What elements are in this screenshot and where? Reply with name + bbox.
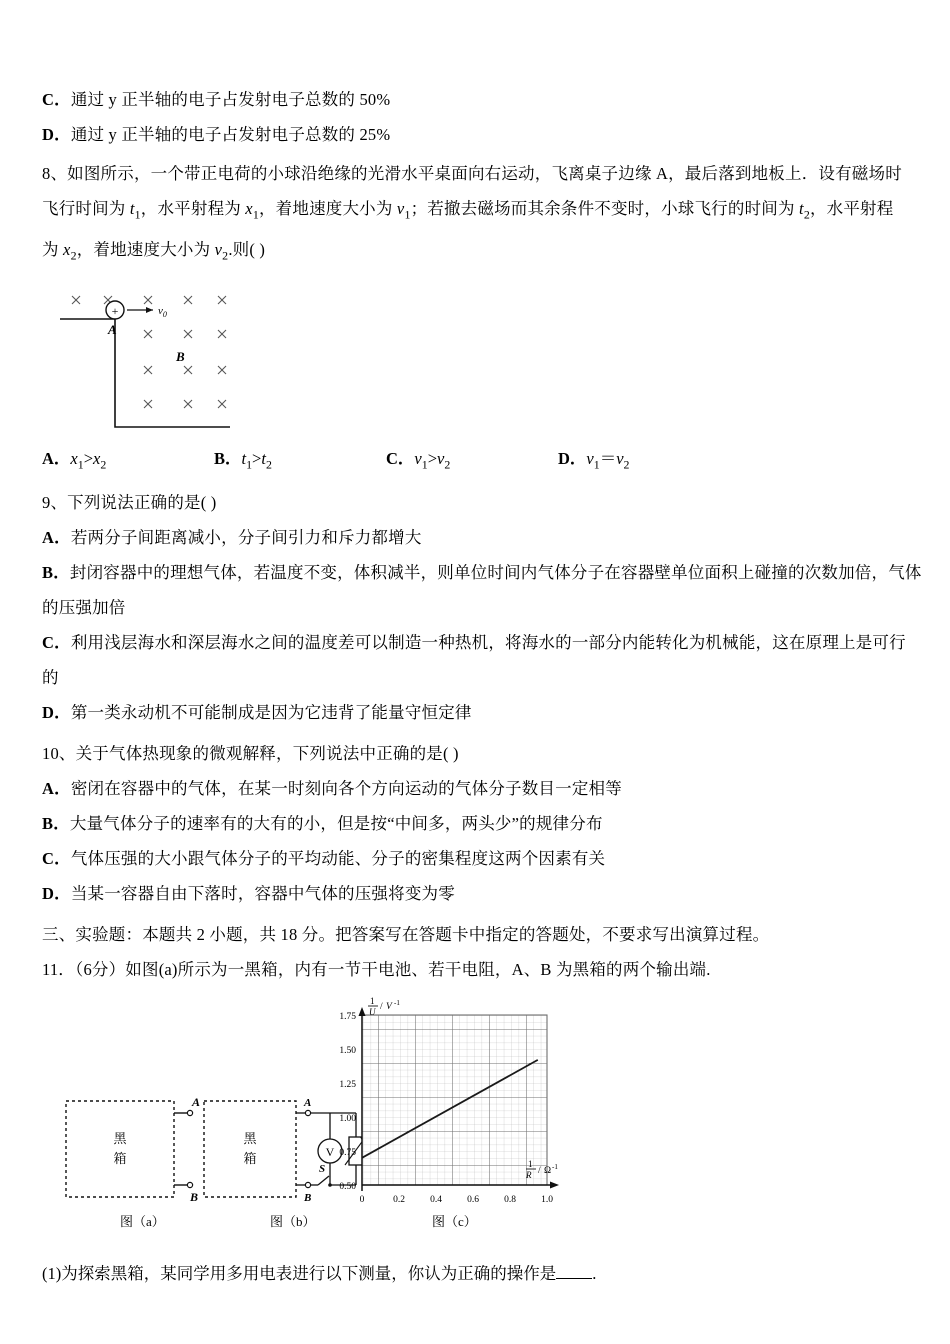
q8-x2: x — [63, 240, 71, 260]
terminal-b-node — [187, 1182, 192, 1187]
chart-xtick-0: 0 — [359, 1194, 365, 1205]
field-label-B: B — [176, 348, 185, 364]
q8-option-c-var2: v — [437, 448, 445, 468]
q8-s2d: ；若撤去磁场而其余条件不变时，小球飞行的时间为 — [410, 199, 800, 218]
q10-option-a — [42, 771, 922, 806]
chart-ytick-0.50: 0.50 — [339, 1181, 356, 1192]
q8-s2a: 飞行时间为 — [42, 199, 130, 218]
figure-a-svg — [60, 1093, 200, 1223]
q7-option-c-label: C． — [42, 90, 71, 109]
q8-option-a-sub1: 1 — [77, 456, 84, 471]
chart-xtick-0.8: 0.8 — [504, 1194, 516, 1205]
q10-option-c-text: 气体压强的大小跟气体分子的平均动能、分子的密集程度这两个因素有关 — [70, 848, 606, 868]
svg-text:Ω: Ω — [544, 1165, 552, 1176]
q8-option-b-label: B． — [214, 448, 242, 468]
q8-t1: t — [129, 199, 135, 218]
q11-stem — [42, 952, 922, 987]
chart-ytick-1.00: 1.00 — [339, 1113, 356, 1124]
q9-option-c-text: 利用浅层海水和深层海水之间的温度差可以制造一种热机，将海水的一部分内能转化为机械能，这在原理上是可行的 — [42, 632, 906, 687]
figure-b-box-label-2: 箱 — [243, 1151, 257, 1167]
chart-ytick-1.25: 1.25 — [339, 1079, 356, 1090]
q9-option-b-label: B． — [42, 562, 70, 582]
magnetic-field-projectile-svg — [58, 286, 308, 438]
q8-v2: v — [214, 240, 223, 260]
table-leg-and-floor — [115, 319, 230, 427]
q8-option-b-rel: > — [252, 448, 262, 468]
q9-option-d — [42, 695, 922, 730]
q8-option-c-sub2: 2 — [444, 456, 451, 471]
page-content — [42, 82, 922, 1291]
chart-major-grid — [362, 1015, 547, 1185]
q10-option-d-label: D． — [42, 883, 71, 903]
svg-text:-1: -1 — [552, 1162, 558, 1171]
chart-ytick-1.50: 1.50 — [339, 1045, 356, 1056]
black-box-b-outline — [204, 1101, 296, 1197]
figure-a-terminal-b-label: B — [190, 1189, 199, 1204]
svg-text:/: / — [380, 1001, 383, 1012]
switch-label: S — [319, 1162, 326, 1175]
q8-x1-sub: 1 — [252, 207, 259, 222]
q8-option-d-rel: ＝ — [599, 448, 617, 468]
q8-v1-sub: 1 — [404, 207, 411, 222]
svg-text:1: 1 — [370, 995, 375, 1006]
chart-xtick-0.4: 0.4 — [430, 1194, 442, 1205]
q7-option-c — [42, 82, 922, 117]
q8-option-a-sub2: 2 — [100, 456, 107, 471]
velocity-label: $v_0$ — [158, 304, 167, 319]
q10-stem-text: 关于气体热现象的微观解释，下列说法中正确的是( ) — [75, 743, 459, 763]
q8-t2-sub: 2 — [803, 207, 810, 222]
svg-text:R: R — [526, 1169, 532, 1180]
q8-t1-sub: 1 — [134, 207, 141, 222]
svg-text:/: / — [538, 1165, 541, 1176]
q10-option-d-text: 当某一容器自由下落时，容器中气体的压强将变为零 — [70, 883, 455, 903]
q8-figure — [58, 286, 308, 438]
q8-v2-sub: 2 — [222, 248, 229, 263]
q9-option-c — [42, 625, 922, 695]
figure-a-box-label-2: 箱 — [113, 1151, 127, 1167]
q8-options-row — [42, 444, 922, 479]
q9-option-a-text: 若两分子间距离减小，分子间引力和斥力都增大 — [70, 527, 422, 547]
q8-stem-text-1: 如图所示，一个带正电荷的小球沿绝缘的光滑水平桌面向右运动，飞离桌子边缘 A，最后落到地板上．设有磁场时 — [67, 164, 902, 183]
q8-s3c: .则( ) — [228, 240, 266, 260]
q9-option-b-text: 封闭容器中的理想气体，若温度不变，体积减半，则单位时间内气体分子在容器壁单位面积上碰撞的次数加倍，气体的压强加倍 — [42, 562, 922, 617]
q8-v1: v — [396, 199, 405, 218]
q8-s3b: ，着地速度大小为 — [76, 240, 215, 260]
q8-x1: x — [245, 199, 253, 218]
q8-option-d-sub2: 2 — [623, 456, 630, 471]
figure-c-caption: 图（c） — [432, 1213, 477, 1229]
q8-option-b-var2: t — [261, 448, 266, 468]
chart-xtick-0.2: 0.2 — [393, 1194, 405, 1205]
q8-option-c-sub1: 1 — [421, 456, 428, 471]
q8-option-a-var2: x — [93, 448, 101, 468]
section3-heading: 三、实验题：本题共 2 小题，共 18 分。把答案写在答题卡中指定的答题处，不要求写出演算过程。 — [42, 924, 770, 944]
q8-s2e: ，水平射程 — [809, 199, 894, 218]
q8-s3a: 为 — [42, 240, 64, 260]
edge-label-A: A — [108, 321, 117, 337]
chart-x-axis-arrow — [550, 1181, 559, 1188]
q10-option-d — [42, 876, 922, 911]
q8-option-c-var1: v — [414, 448, 422, 468]
q8-option-d — [558, 444, 730, 479]
q11-sub1-answer-blank[interactable] — [556, 1264, 592, 1279]
q11-stem-text: （6分）如图(a)所示为一黑箱，内有一节干电池、若干电阻，A、B 为黑箱的两个输出端. — [75, 959, 711, 979]
q8-option-b-sub1: 1 — [246, 456, 253, 471]
q11-number: 11． — [42, 959, 75, 979]
q8-option-c-rel: > — [427, 448, 437, 468]
q10-number: 10、 — [42, 743, 76, 763]
figure-b-terminal-b-label: B — [304, 1191, 312, 1204]
q11-figure-group — [42, 993, 922, 1248]
q7-option-d — [42, 117, 922, 152]
svg-text:V: V — [386, 1001, 392, 1012]
chart-ytick-0.75: 0.75 — [339, 1147, 356, 1158]
q8-s2c: ，着地速度大小为 — [258, 199, 397, 218]
q8-s2b: ，水平射程为 — [140, 199, 246, 218]
q9-number: 9、 — [42, 492, 68, 512]
svg-text:U: U — [369, 1006, 376, 1017]
q10-option-c — [42, 841, 922, 876]
q8-stem-line2 — [42, 191, 922, 232]
field-cross-group — [72, 296, 226, 408]
q8-option-d-sub1: 1 — [593, 456, 600, 471]
figure-a-box-label-1: 黑 — [113, 1131, 127, 1147]
q8-number: 8、 — [42, 164, 68, 183]
q8-option-a-label: A． — [42, 448, 71, 468]
q9-option-d-label: D． — [42, 702, 71, 722]
q8-option-a-rel: > — [83, 448, 93, 468]
q11-sub1-prefix: (1)为探索黑箱，某同学用多用电表进行以下测量，你认为正确的操作是 — [42, 1263, 557, 1283]
figure-b-caption: 图（b） — [270, 1213, 316, 1229]
q8-stem-line3 — [42, 232, 922, 273]
velocity-arrow-head — [146, 307, 153, 313]
q9-option-b — [42, 555, 922, 625]
charge-plus-sign: + — [111, 303, 119, 318]
q10-stem — [42, 736, 922, 771]
q10-option-a-label: A． — [42, 778, 71, 798]
q8-x2-sub: 2 — [70, 248, 77, 263]
chart-y-axis-label — [368, 996, 400, 1017]
figure-a-terminal-a-label: A — [192, 1094, 201, 1109]
q7-option-d-text: 通过 y 正半轴的电子占发射电子总数的 25% — [70, 125, 391, 144]
figure-a-caption: 图（a） — [120, 1213, 165, 1229]
svg-text:-1: -1 — [394, 998, 400, 1007]
q8-option-b — [214, 444, 386, 479]
q9-option-d-text: 第一类永动机不可能制成是因为它违背了能量守恒定律 — [70, 702, 472, 722]
q9-option-c-label: C． — [42, 632, 71, 652]
q9-option-a — [42, 520, 922, 555]
q8-option-c-label: C． — [386, 448, 415, 468]
q8-option-a — [42, 444, 214, 479]
q11-sub1 — [42, 1256, 922, 1291]
q8-t2: t — [799, 199, 804, 218]
figure-b-box-label-1: 黑 — [243, 1131, 257, 1147]
q9-option-a-label: A． — [42, 527, 71, 547]
q10-option-c-label: C． — [42, 848, 71, 868]
black-box-a-outline — [66, 1101, 174, 1197]
terminal-a-node — [187, 1110, 192, 1115]
q7-option-c-text: 通过 y 正半轴的电子占发射电子总数的 50% — [70, 90, 391, 109]
svg-text:1: 1 — [528, 1158, 533, 1169]
q8-option-b-sub2: 2 — [265, 456, 272, 471]
q8-option-d-label: D． — [558, 448, 587, 468]
q9-stem-text: 下列说法正确的是( ) — [67, 492, 217, 512]
chart-xtick-0.6: 0.6 — [467, 1194, 479, 1205]
q7-option-d-label: D． — [42, 125, 71, 144]
chart-ytick-1.75: 1.75 — [339, 1011, 356, 1022]
q10-option-b — [42, 806, 922, 841]
q10-option-b-text: 大量气体分子的速率有的大有的小，但是按“中间多，两头少”的规律分布 — [69, 813, 603, 833]
q9-stem — [42, 485, 922, 520]
chart-xtick-1.0: 1.0 — [541, 1194, 553, 1205]
q8-option-d-var1: v — [586, 448, 594, 468]
q11-sub1-suffix: . — [592, 1263, 597, 1283]
q8-option-d-var2: v — [616, 448, 624, 468]
figure-b-terminal-a-label: A — [304, 1096, 312, 1109]
chart-y-axis-arrow — [359, 1007, 366, 1016]
q10-option-a-text: 密闭在容器中的气体，在某一时刻向各个方向运动的气体分子数目一定相等 — [70, 778, 622, 798]
voltmeter-label: V — [325, 1144, 335, 1159]
q8-option-a-var1: x — [70, 448, 78, 468]
q8-stem-line1 — [42, 156, 922, 191]
figure-c-chart-svg — [304, 995, 559, 1230]
q8-option-c — [386, 444, 558, 479]
q10-option-b-label: B． — [42, 813, 70, 833]
q8-option-b-var1: t — [241, 448, 247, 468]
